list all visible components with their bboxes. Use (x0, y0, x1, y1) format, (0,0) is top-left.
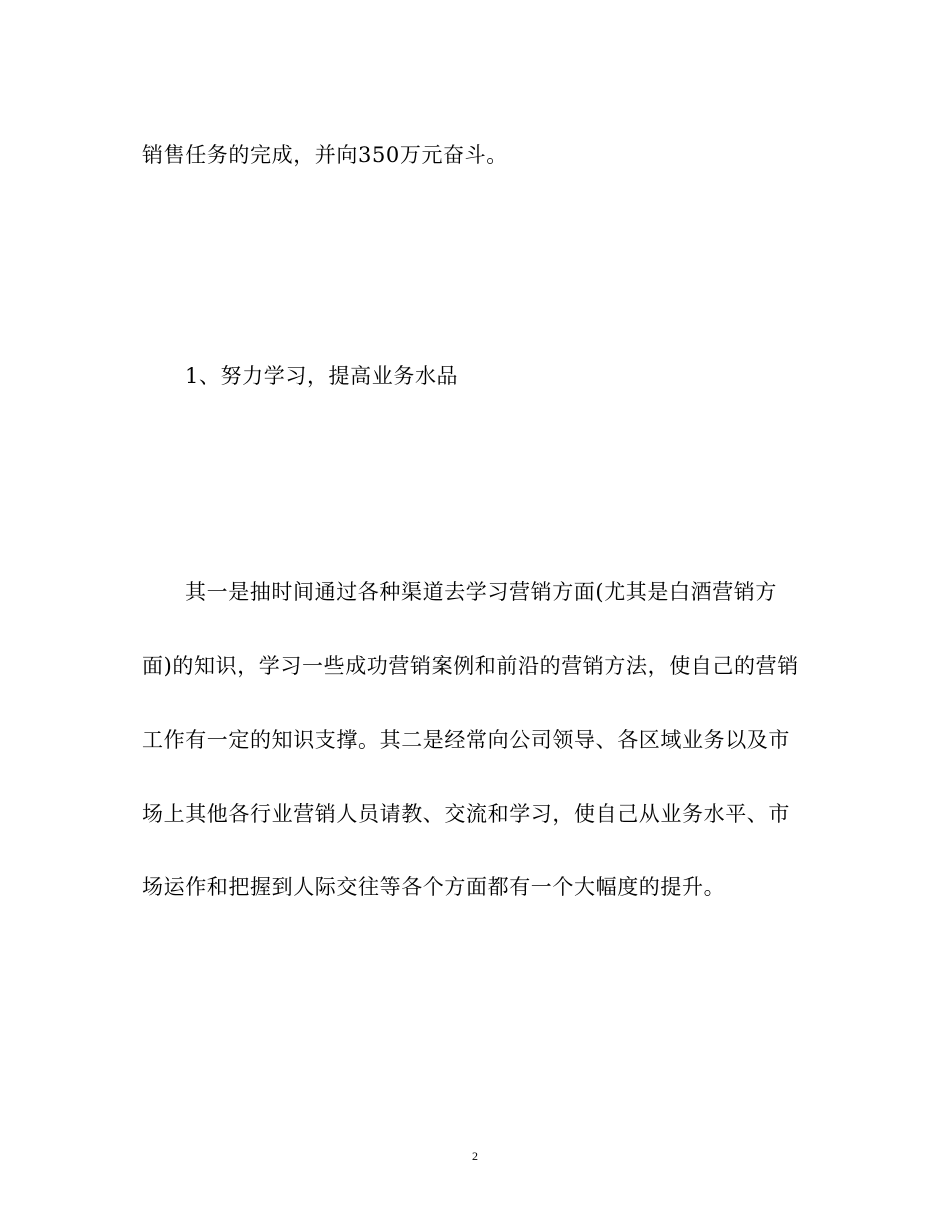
page-number: 2 (472, 1149, 478, 1163)
paragraph-line: 面)的知识，学习一些成功营销案例和前沿的营销方法，使自己的营销 (142, 654, 799, 678)
paragraph-line: 场上其他各行业营销人员请教、交流和学习，使自己从业务水平、市 (142, 802, 790, 826)
paragraph-line: 工作有一定的知识支撑。其二是经常向公司领导、各区域业务以及市 (142, 728, 790, 752)
section-heading: 1、努力学习，提高业务水品 (185, 364, 459, 388)
intro-line: 销售任务的完成，并向350万元奋斗。 (142, 143, 508, 167)
paragraph-line: 场运作和把握到人际交往等各个方面都有一个大幅度的提升。 (142, 875, 726, 899)
paragraph-line: 其一是抽时间通过各种渠道去学习营销方面(尤其是白酒营销方 (185, 580, 777, 604)
